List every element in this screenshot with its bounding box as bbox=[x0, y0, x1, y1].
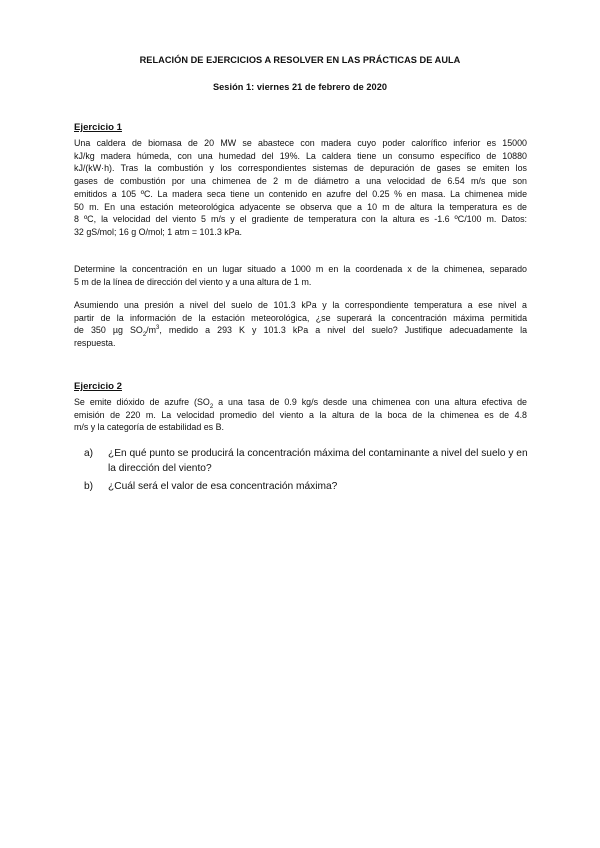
question-text: ¿En qué punto se producirá la concentración máxima del contaminante a nivel del suelo y en la dirección del viento? bbox=[108, 448, 528, 474]
superscript: 3 bbox=[156, 325, 160, 332]
question-item bbox=[84, 480, 530, 495]
document-title: RELACIÓN DE EJERCICIOS A RESOLVER EN LAS PRÁCTICAS DE AULA bbox=[139, 55, 461, 65]
paragraph-line: emisión de 220 m. La velocidad promedio del viento a la altura de la boca de la chimenea es de 4.8 bbox=[74, 409, 527, 420]
exercise2-heading: Ejercicio 2 bbox=[74, 381, 122, 392]
question-list bbox=[84, 447, 530, 499]
paragraph-line: 8 ºC, la velocidad del viento 5 m/s y el gradiente de temperatura con la altura es -1.6 ºC/100 m. Datos: bbox=[74, 214, 527, 225]
exercise2-paragraph1 bbox=[74, 396, 527, 434]
subscript: 2 bbox=[142, 332, 147, 339]
paragraph-line: m/s y la categoría de estabilidad es B. bbox=[74, 422, 224, 433]
text-run: de 350 µg SO bbox=[74, 325, 143, 336]
text-run: /m bbox=[146, 325, 157, 336]
paragraph-line bbox=[74, 324, 527, 337]
paragraph-line: respuesta. bbox=[74, 338, 116, 349]
paragraph-line: partir de la información de la estación meteorológica, ¿se superará la concentración máxima permitida bbox=[74, 312, 527, 323]
paragraph-line: 5 m de la línea de dirección del viento y a una altura de 1 m. bbox=[74, 276, 312, 287]
paragraph-line: Determine la concentración en un lugar situado a 1000 m en la coordenada x de la chimenea, separado bbox=[74, 264, 527, 274]
question-marker: b) bbox=[84, 481, 94, 492]
question-item bbox=[84, 447, 530, 476]
paragraph-line: kJ/(kW·h). Tras la combustión y los correspondientes sistemas de depuración de gases se emiten los bbox=[74, 163, 527, 174]
session-line: Sesión 1: viernes 21 de febrero de 2020 bbox=[212, 82, 388, 92]
subscript: 2 bbox=[209, 403, 214, 410]
text-run: a una tasa de 0.9 kg/s desde una chimenea con una altura efectiva de bbox=[213, 397, 527, 407]
paragraph-line: emitidos a 105 ºC. La madera seca tiene un contenido en azufre del 0.25 % en masa. La chimenea mide bbox=[74, 188, 527, 199]
text-run: Se emite dióxido de azufre (SO bbox=[74, 397, 210, 407]
paragraph-line: Una caldera de biomasa de 20 MW se abastece con madera cuyo poder calorífico inferior es 15000 bbox=[74, 138, 527, 148]
exercise1-heading: Ejercicio 1 bbox=[74, 122, 122, 133]
text-run: , medido a 293 K y 101.3 kPa a nivel del suelo? Justifique adecuadamente la bbox=[159, 325, 528, 336]
question-text: ¿Cuál será el valor de esa concentración máxima? bbox=[108, 481, 338, 492]
paragraph-line: Asumiendo una presión a nivel del suelo de 101.3 kPa y la correspondiente temperatura a ese nivel a bbox=[74, 300, 527, 310]
question-marker: a) bbox=[84, 448, 94, 459]
paragraph-line: kJ/kg madera húmeda, con una humedad del 19%. La caldera tiene un consumo específico de 10880 bbox=[74, 150, 527, 161]
exercise1-paragraph1 bbox=[74, 137, 527, 239]
paragraph-line bbox=[74, 396, 527, 409]
paragraph-line: 32 gS/mol; 16 g O/mol; 1 atm = 101.3 kPa. bbox=[74, 226, 242, 237]
exercise1-paragraph3 bbox=[74, 299, 527, 350]
exercise1-paragraph2 bbox=[74, 263, 527, 288]
paragraph-line: gases de combustión por una chimenea de 2 m de diámetro a una velocidad de 6.54 m/s que son bbox=[74, 176, 527, 187]
paragraph-line: 50 m. En una estación meteorológica adyacente se observa que a 10 m de altura la temperatura es de bbox=[74, 201, 527, 212]
